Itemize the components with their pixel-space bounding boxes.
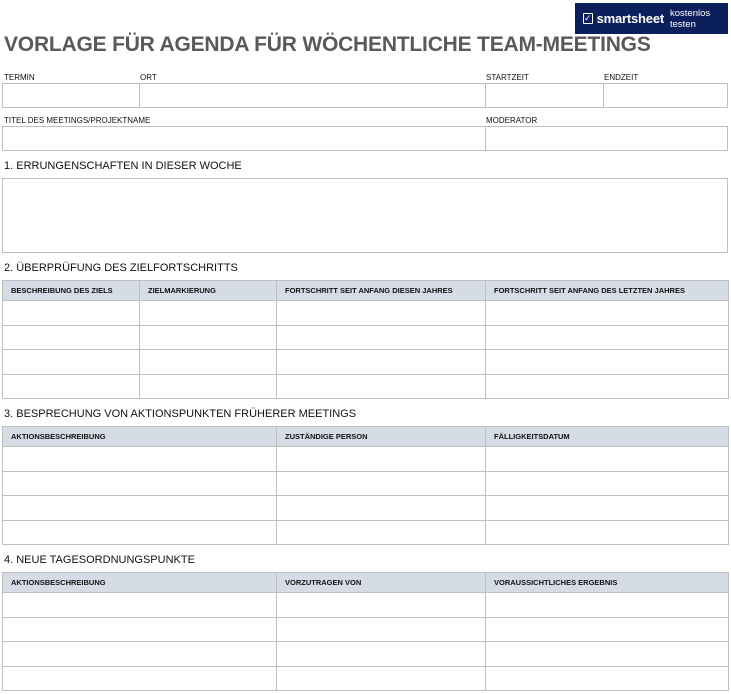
ort-field[interactable] — [139, 83, 486, 108]
column-header: ZIELMARKIERUNG — [140, 281, 277, 301]
column-header: AKTIONSBESCHREIBUNG — [3, 573, 277, 593]
column-header: FÄLLIGKEITSDATUM — [486, 427, 729, 447]
startzeit-label: STARTZEIT — [486, 73, 529, 82]
moderator-label: MODERATOR — [486, 116, 538, 125]
table-cell[interactable] — [486, 642, 729, 667]
table-cell[interactable] — [277, 642, 486, 667]
logo-brand: smartsheet — [596, 11, 664, 26]
section2-heading: 2. ÜBERPRÜFUNG DES ZIELFORTSCHRITTS — [4, 262, 238, 274]
section3-heading: 3. BESPRECHUNG VON AKTIONSPUNKTEN FRÜHERER MEETINGS — [4, 408, 357, 420]
table-cell[interactable] — [3, 520, 277, 545]
titel-label: TITEL DES MEETINGS/PROJEKTNAME — [4, 116, 151, 125]
endzeit-label: ENDZEIT — [604, 73, 639, 82]
table-cell[interactable] — [277, 520, 486, 545]
table-cell[interactable] — [277, 374, 486, 399]
table-cell[interactable] — [3, 666, 277, 691]
column-header: BESCHREIBUNG DES ZIELS — [3, 281, 140, 301]
achievements-field[interactable] — [2, 178, 728, 253]
table-cell[interactable] — [486, 496, 729, 521]
check-icon: ✓ — [584, 13, 592, 23]
new-items-table — [2, 572, 729, 691]
previous-actions-table — [2, 426, 729, 545]
table-cell[interactable] — [3, 374, 140, 399]
table-cell[interactable] — [3, 447, 277, 472]
table-cell[interactable] — [3, 617, 277, 642]
column-header: VORAUSSICHTLICHES ERGEBNIS — [486, 573, 729, 593]
table-row — [3, 666, 729, 691]
section1-heading: 1. ERRUNGENSCHAFTEN IN DIESER WOCHE — [4, 160, 242, 172]
table-cell[interactable] — [486, 520, 729, 545]
table-cell[interactable] — [486, 301, 729, 326]
table-cell[interactable] — [3, 325, 140, 350]
table-row — [3, 593, 729, 618]
table-cell[interactable] — [486, 593, 729, 618]
column-header: AKTIONSBESCHREIBUNG — [3, 427, 277, 447]
table-cell[interactable] — [3, 471, 277, 496]
table-cell[interactable] — [486, 350, 729, 375]
table-row — [3, 374, 729, 399]
ort-label: ORT — [140, 73, 157, 82]
table-row — [3, 642, 729, 667]
column-header: ZUSTÄNDIGE PERSON — [277, 427, 486, 447]
table-cell[interactable] — [486, 447, 729, 472]
table-cell[interactable] — [277, 593, 486, 618]
page-title: VORLAGE FÜR AGENDA FÜR WÖCHENTLICHE TEAM-MEETINGS — [4, 33, 651, 56]
logo-cta: kostenlos testen — [669, 7, 711, 30]
goal-progress-table — [2, 280, 729, 399]
table-cell[interactable] — [277, 617, 486, 642]
table-cell[interactable] — [277, 350, 486, 375]
table-row — [3, 617, 729, 642]
table-cell[interactable] — [277, 325, 486, 350]
column-header: FORTSCHRITT SEIT ANFANG DIESEN JAHRES — [277, 281, 486, 301]
table-row — [3, 301, 729, 326]
endzeit-field[interactable] — [603, 83, 728, 108]
termin-field[interactable] — [2, 83, 140, 108]
table-cell[interactable] — [140, 350, 277, 375]
column-header: VORZUTRAGEN VON — [277, 573, 486, 593]
table-cell[interactable] — [140, 325, 277, 350]
table-cell[interactable] — [277, 447, 486, 472]
smartsheet-logo[interactable] — [575, 3, 728, 34]
table-cell[interactable] — [3, 593, 277, 618]
table-cell[interactable] — [486, 374, 729, 399]
column-header: FORTSCHRITT SEIT ANFANG DES LETZTEN JAHRES — [486, 281, 729, 301]
table-cell[interactable] — [3, 642, 277, 667]
table-cell[interactable] — [3, 301, 140, 326]
table-row — [3, 325, 729, 350]
table-row — [3, 447, 729, 472]
table-cell[interactable] — [277, 301, 486, 326]
table-row — [3, 496, 729, 521]
table-cell[interactable] — [486, 325, 729, 350]
table-cell[interactable] — [277, 471, 486, 496]
table-cell[interactable] — [277, 666, 486, 691]
section4-heading: 4. NEUE TAGESORDNUNGSPUNKTE — [4, 554, 195, 566]
table-cell[interactable] — [486, 471, 729, 496]
termin-label: TERMIN — [4, 73, 35, 82]
table-cell[interactable] — [3, 496, 277, 521]
table-cell[interactable] — [486, 666, 729, 691]
table-row — [3, 471, 729, 496]
table-cell[interactable] — [486, 617, 729, 642]
table-cell[interactable] — [140, 301, 277, 326]
titel-field[interactable] — [2, 126, 486, 151]
moderator-field[interactable] — [485, 126, 728, 151]
table-cell[interactable] — [277, 496, 486, 521]
table-row — [3, 520, 729, 545]
startzeit-field[interactable] — [485, 83, 604, 108]
table-cell[interactable] — [140, 374, 277, 399]
table-cell[interactable] — [3, 350, 140, 375]
table-row — [3, 350, 729, 375]
